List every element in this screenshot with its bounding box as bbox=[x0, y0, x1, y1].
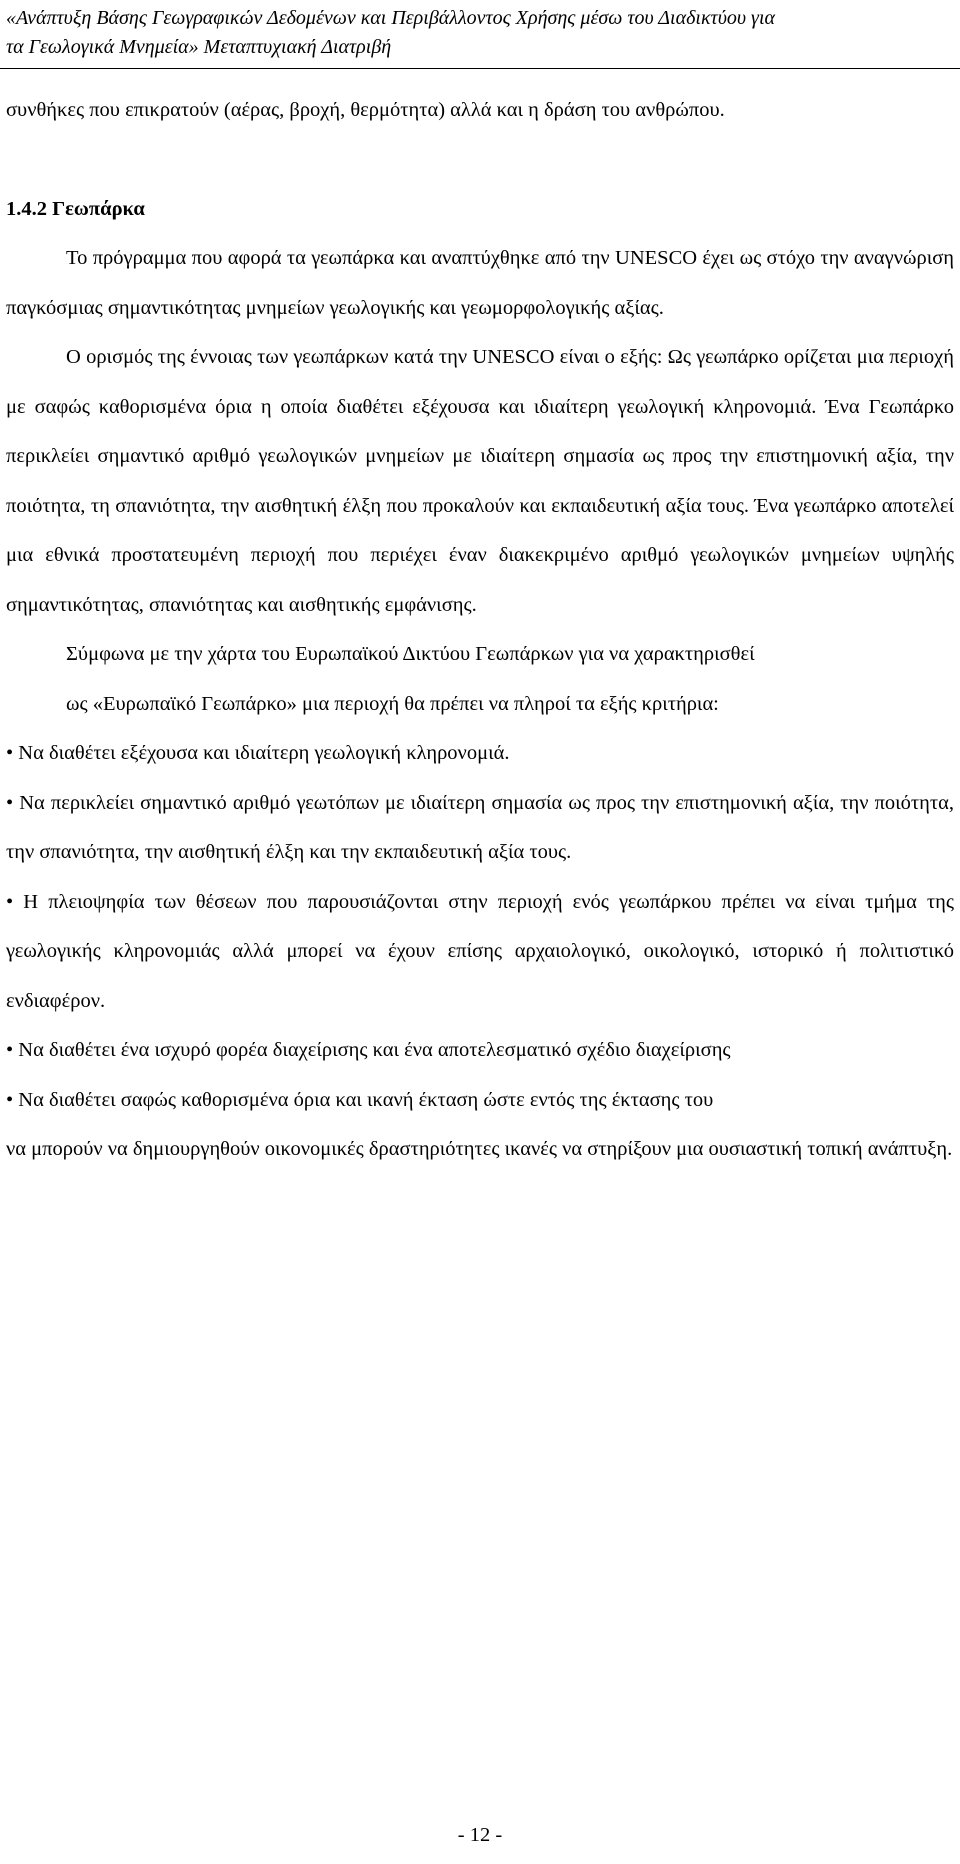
section-heading: 1.4.2 Γεωπάρκα bbox=[6, 197, 145, 220]
closing-paragraph: να μπορούν να δημιουργηθούν οικονομικές δραστηριότητες ικανές να στηρίξουν μια ουσιαστική τοπική ανάπτυξη. bbox=[6, 1138, 953, 1160]
criteria-bullet: • Η πλειοψηφία των θέσεων που παρουσιάζονται στην περιοχή ενός γεωπάρκου πρέπει να είναι τμήμα της γεωλογικής κληρονομιάς αλλά μπορεί να έχουν επίσης αρχαιολογικό, οικολογικό, ιστορικό ή πολιτιστικό ενδιαφέρον. bbox=[6, 890, 954, 1012]
criteria-bullet: • Να διαθέτει ένα ισχυρό φορέα διαχείρισης και ένα αποτελεσματικό σχέδιο διαχείρισης bbox=[6, 1039, 731, 1061]
paragraph-geopark-definition: Ο ορισμός της έννοιας των γεωπάρκων κατά την UNESCO είναι ο εξής: Ως γεωπάρκο ορίζεται μια περιοχή με σαφώς καθορισμένα όρια η οποία διαθέτει εξέχουσα και ιδιαίτερη γεωλογική κληρονομιά. Ένα Γεωπάρκο περικλείει σημαντικό αριθμό γεωλογικών μνημείων με ιδιαίτερη σημασία ως προς την επιστημονική αξία, την ποιότητα, τη σπανιότητα, την αισθητική έλξη που προκαλούν και εκπαιδευτική αξία τους. Ένα γεωπάρκο αποτελεί μια εθνικά προστατευμένη περιοχή που περιέχει έναν διακεκριμένο αριθμό γεωλογικών μνημείων υψηλής σημαντικότητας, σπανιότητας και αισθητικής εμφάνισης. bbox=[6, 346, 954, 616]
criteria-bullet: • Να διαθέτει εξέχουσα και ιδιαίτερη γεωλογική κληρονομιά. bbox=[6, 742, 510, 764]
running-header bbox=[6, 4, 954, 62]
paragraph-criteria-intro: ως «Ευρωπαϊκό Γεωπάρκο» μια περιοχή θα πρέπει να πληροί τα εξής κριτήρια: bbox=[66, 692, 719, 715]
header-rule bbox=[0, 68, 960, 69]
document-body bbox=[6, 86, 954, 1175]
criteria-bullet: • Να περικλείει σημαντικό αριθμό γεωτόπων με ιδιαίτερη σημασία ως προς την επιστημονική αξία, την ποιότητα, την σπανιότητα, την αισθητική έλξη και την εκπαιδευτική αξία τους. bbox=[6, 791, 954, 863]
intro-paragraph: συνθήκες που επικρατούν (αέρας, βροχή, θερμότητα) αλλά και η δράση του ανθρώπου. bbox=[6, 99, 725, 121]
header-line-1: «Ανάπτυξη Βάσης Γεωγραφικών Δεδομένων και Περιβάλλοντος Χρήσης μέσω του Διαδικτύου για bbox=[6, 7, 775, 29]
criteria-bullet: • Να διαθέτει σαφώς καθορισμένα όρια και ικανή έκταση ώστε εντός της έκτασης του bbox=[6, 1088, 714, 1111]
paragraph-unesco-program: Το πρόγραμμα που αφορά τα γεωπάρκα και αναπτύχθηκε από την UNESCO έχει ως στόχο την αναγνώριση παγκόσμιας σημαντικότητας μνημείων γεωλογικής και γεωμορφολογικής αξίας. bbox=[6, 247, 954, 319]
page-number: - 12 - bbox=[457, 1824, 503, 1846]
paragraph-european-charter: Σύμφωνα με την χάρτα του Ευρωπαϊκού Δικτύου Γεωπάρκων για να χαρακτηρισθεί bbox=[66, 643, 755, 665]
header-line-2: τα Γεωλογικά Μνημεία» Μεταπτυχιακή Διατριβή bbox=[6, 36, 392, 58]
